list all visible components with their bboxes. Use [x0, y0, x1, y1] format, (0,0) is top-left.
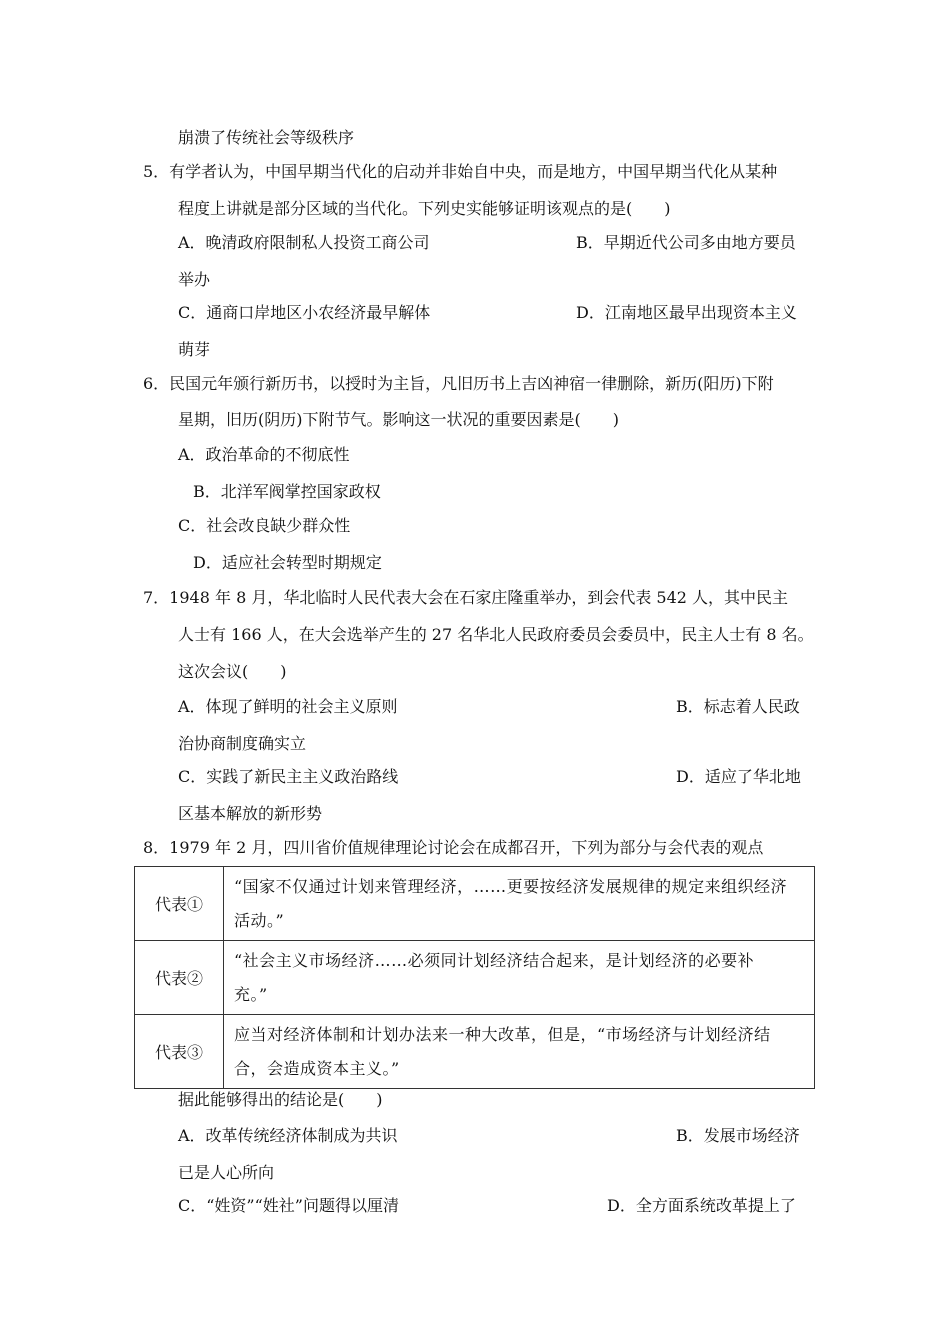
q6-option-b: B．北洋军阀掌控国家政权 [193, 482, 381, 501]
q7-stem-line-3: 这次会议( ) [178, 662, 287, 681]
q5-stem-line-2: 程度上讲就是部分区域的当代化。下列史实能够证明该观点的是( ) [178, 199, 671, 218]
q6-option-d: D．适应社会转型时期规定 [193, 553, 382, 572]
representative-view-line: 合，会造成资本主义。” [234, 1058, 400, 1078]
q8-option-d: D．全方面系统改革提上了 [607, 1196, 796, 1215]
q5-option-c: C．通商口岸地区小农经济最早解体 [178, 303, 431, 322]
q7-option-d-wrap: 区基本解放的新形势 [178, 804, 323, 823]
representative-view-line: 活动。” [234, 910, 285, 930]
q6-stem-line-2: 星期，旧历(阴历)下附节气。影响这一状况的重要因素是( ) [178, 410, 619, 429]
q5-option-b: B．早期近代公司多由地方要员 [576, 233, 796, 252]
q5-option-d-wrap: 萌芽 [178, 340, 211, 359]
q8-option-b: B．发展市场经济 [676, 1126, 800, 1145]
q7-stem-line-1: 7．1948 年 8 月，华北临时人民代表大会在石家庄隆重举办，到会代表 542 人，其中民主 [143, 588, 789, 607]
representative-view-line: 应当对经济体制和计划办法来一种大改革，但是，“市场经济与计划经济结 [234, 1024, 771, 1044]
representative-view [224, 867, 815, 941]
q6-stem-line-1: 6．民国元年颁行新历书，以授时为主旨，凡旧历书上吉凶神宿一律删除，新历(阳历)下附 [143, 374, 774, 393]
representative-label: 代表③ [135, 1015, 224, 1089]
q8-stem: 8．1979 年 2 月，四川省价值规律理论讨论会在成都召开，下列为部分与会代表的观点 [143, 838, 764, 857]
representative-label: 代表② [135, 941, 224, 1015]
q8-option-a: A．改革传统经济体制成为共识 [178, 1126, 398, 1145]
q7-option-d: D．适应了华北地 [676, 767, 801, 786]
q7-option-a: A．体现了鲜明的社会主义原则 [178, 697, 398, 716]
q5-option-d: D．江南地区最早出现资本主义 [576, 303, 797, 322]
table-row [135, 941, 815, 1015]
representative-label: 代表① [135, 867, 224, 941]
q7-option-c: C．实践了新民主主义政治路线 [178, 767, 399, 786]
q5-option-a: A．晚清政府限制私人投资工商公司 [178, 233, 430, 252]
q8-ask: 据此能够得出的结论是( ) [178, 1090, 383, 1109]
q5-stem-line-1: 5．有学者认为，中国早期当代化的启动并非始自中央，而是地方，中国早期当代化从某种 [143, 162, 778, 181]
table-row [135, 1015, 815, 1089]
q6-option-a: A．政治革命的不彻底性 [178, 445, 350, 464]
q4-option-tail: 崩溃了传统社会等级秩序 [178, 128, 355, 147]
q5-option-b-wrap: 举办 [178, 270, 211, 289]
q6-option-c: C．社会改良缺少群众性 [178, 516, 351, 535]
representative-view-line: “社会主义市场经济……必须同计划经济结合起来，是计划经济的必要补 [234, 950, 755, 970]
q8-option-c: C．“姓资”“姓社”问题得以厘清 [178, 1196, 399, 1215]
representatives-table [134, 866, 815, 1089]
representative-view [224, 1015, 815, 1089]
representative-view-line: 充。” [234, 984, 268, 1004]
representative-view [224, 941, 815, 1015]
q7-stem-line-2: 人士有 166 人，在大会选举产生的 27 名华北人民政府委员会委员中，民主人士有 8 名。 [178, 625, 814, 644]
q8-option-b-wrap: 已是人心所向 [178, 1163, 275, 1182]
q7-option-b-wrap: 治协商制度确实立 [178, 734, 307, 753]
representative-view-line: “国家不仅通过计划来管理经济，……更要按经济发展规律的规定来组织经济 [234, 876, 788, 896]
table-row [135, 867, 815, 941]
q7-option-b: B．标志着人民政 [676, 697, 800, 716]
